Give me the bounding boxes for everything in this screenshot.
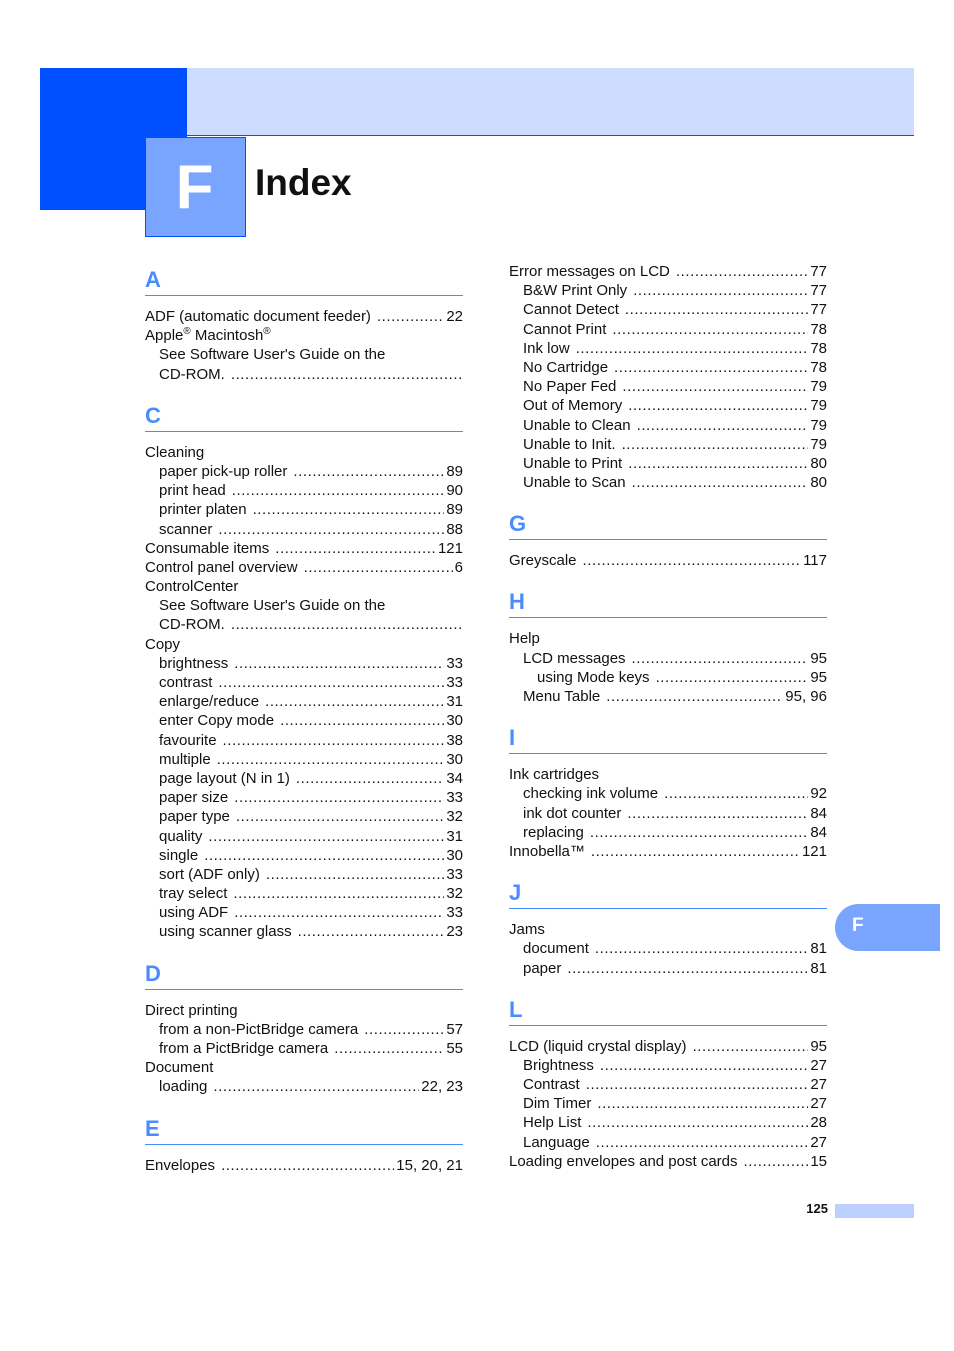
index-entry: using Mode keys . . . 95 <box>509 668 827 687</box>
index-entry: favourite . . . 38 <box>145 731 463 750</box>
header-rule <box>187 135 914 136</box>
section-heading-d: D <box>145 956 463 990</box>
index-entry: brightness . . . 33 <box>145 654 463 673</box>
index-entry: ControlCenter <box>145 578 239 596</box>
index-entry: Copy <box>145 635 181 653</box>
index-entry: Brightness . . . 27 <box>509 1056 827 1075</box>
index-entry: using scanner glass . . . 23 <box>145 922 463 941</box>
index-entry: CD-ROM. . . . <box>145 615 463 634</box>
index-entry: Dim Timer . . . 27 <box>509 1094 827 1113</box>
index-entry: LCD messages . . . 95 <box>509 649 827 668</box>
index-entry: replacing . . . 84 <box>509 823 827 842</box>
index-entry: Language . . . 27 <box>509 1133 827 1152</box>
index-entry: enlarge/reduce . . . 31 <box>145 692 463 711</box>
index-entry: See Software User's Guide on the <box>159 346 386 364</box>
index-entry: Unable to Init. . . . 79 <box>509 435 827 454</box>
index-entry: No Paper Fed . . . 79 <box>509 377 827 396</box>
index-entry: quality . . . 31 <box>145 827 463 846</box>
index-entry: Apple® Macintosh® <box>145 326 271 345</box>
index-entry: Menu Table . . . 95, 96 <box>509 687 827 706</box>
index-entry: Ink low . . . 78 <box>509 339 827 358</box>
index-entry: CD-ROM. . . . <box>145 365 463 384</box>
index-entry: loading . . . 22, 23 <box>145 1077 463 1096</box>
index-entry: tray select . . . 32 <box>145 884 463 903</box>
index-entry: LCD (liquid crystal display) . . . 95 <box>509 1037 827 1056</box>
index-entry: Document <box>145 1059 214 1077</box>
index-entry: Contrast . . . 27 <box>509 1075 827 1094</box>
index-entry: Cannot Detect . . . 77 <box>509 300 827 319</box>
index-entry: from a non-PictBridge camera . . . 57 <box>145 1020 463 1039</box>
index-entry: scanner . . . 88 <box>145 520 463 539</box>
index-entry: Out of Memory . . . 79 <box>509 396 827 415</box>
section-heading-h: H <box>509 584 827 618</box>
index-column-right <box>509 262 827 1171</box>
section-heading-l: L <box>509 992 827 1026</box>
index-entry: using ADF . . . 33 <box>145 903 463 922</box>
index-entry: ADF (automatic document feeder) . . . 22 <box>145 307 463 326</box>
index-entry: multiple . . . 30 <box>145 750 463 769</box>
index-entry: page layout (N in 1) . . . 34 <box>145 769 463 788</box>
section-heading-j: J <box>509 875 827 909</box>
index-entry: sort (ADF only) . . . 33 <box>145 865 463 884</box>
index-entry: Help <box>509 630 540 648</box>
index-entry: B&W Print Only . . . 77 <box>509 281 827 300</box>
index-entry: Error messages on LCD . . . 77 <box>509 262 827 281</box>
page-title: Index <box>255 162 352 203</box>
index-entry: Cannot Print . . . 78 <box>509 320 827 339</box>
section-heading-i: I <box>509 720 827 754</box>
section-heading-c: C <box>145 398 463 432</box>
chapter-letter-box <box>145 137 246 237</box>
index-entry: paper . . . 81 <box>509 959 827 978</box>
index-entry: single . . . 30 <box>145 846 463 865</box>
index-entry: See Software User's Guide on the <box>159 597 386 615</box>
index-entry: from a PictBridge camera . . . 55 <box>145 1039 463 1058</box>
index-entry: print head . . . 90 <box>145 481 463 500</box>
index-entry: Ink cartridges <box>509 766 600 784</box>
index-column-left <box>145 262 463 1175</box>
index-entry: Direct printing <box>145 1001 238 1019</box>
index-entry: checking ink volume . . . 92 <box>509 784 827 803</box>
section-heading-a: A <box>145 262 463 296</box>
index-entry: Cleaning <box>145 443 205 461</box>
index-entry: contrast . . . 33 <box>145 673 463 692</box>
index-entry: No Cartridge . . . 78 <box>509 358 827 377</box>
side-tab-letter: F <box>852 915 864 936</box>
index-entry: Unable to Clean . . . 79 <box>509 416 827 435</box>
index-entry: Consumable items . . . 121 <box>145 539 463 558</box>
index-entry: Help List . . . 28 <box>509 1113 827 1132</box>
index-entry: printer platen . . . 89 <box>145 500 463 519</box>
page-number: 125 <box>806 1201 828 1216</box>
page-number-bar <box>835 1204 914 1218</box>
index-entry: enter Copy mode . . . 30 <box>145 711 463 730</box>
header-light-band <box>187 68 914 136</box>
index-entry: Envelopes . . . 15, 20, 21 <box>145 1156 463 1175</box>
index-entry: Control panel overview . . . 6 <box>145 558 463 577</box>
index-entry: Innobella™ . . . 121 <box>509 842 827 861</box>
index-entry: document . . . 81 <box>509 939 827 958</box>
index-entry: Greyscale . . . 117 <box>509 551 827 570</box>
chapter-letter: F <box>175 153 214 222</box>
index-entry: paper type . . . 32 <box>145 807 463 826</box>
index-entry: Loading envelopes and post cards . . . 15 <box>509 1152 827 1171</box>
index-entry: paper pick-up roller . . . 89 <box>145 462 463 481</box>
section-heading-e: E <box>145 1111 463 1145</box>
index-entry: paper size . . . 33 <box>145 788 463 807</box>
index-entry: Jams <box>509 921 545 939</box>
index-entry: ink dot counter . . . 84 <box>509 804 827 823</box>
index-entry: Unable to Print . . . 80 <box>509 454 827 473</box>
section-heading-g: G <box>509 506 827 540</box>
index-entry: Unable to Scan . . . 80 <box>509 473 827 492</box>
